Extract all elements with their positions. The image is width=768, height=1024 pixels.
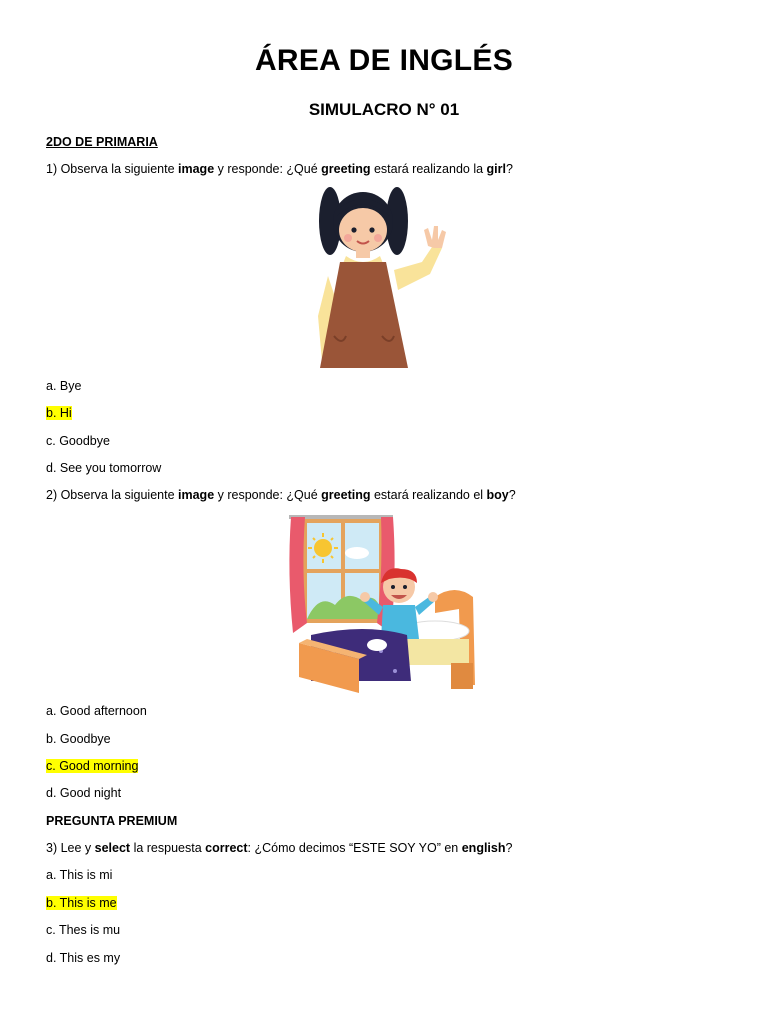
question-3-option-b[interactable] xyxy=(46,895,117,911)
question-1-text-4: ? xyxy=(505,162,513,176)
premium-question-label: PREGUNTA PREMIUM xyxy=(46,814,178,828)
question-3 xyxy=(46,840,512,856)
page-title: ÁREA DE INGLÉS xyxy=(254,44,514,77)
question-1-text-2: y responde: ¿Qué xyxy=(214,162,322,176)
question-2 xyxy=(46,487,516,503)
grade-label: 2DO DE PRIMARIA xyxy=(46,135,158,149)
question-2-text-4: ? xyxy=(508,488,516,502)
question-2-keyword-greeting: greeting xyxy=(321,488,371,502)
question-3-keyword-correct: correct xyxy=(205,841,248,855)
question-1-option-b[interactable] xyxy=(46,405,72,421)
question-1-option-b-text: b. Hi xyxy=(46,406,72,420)
question-2-keyword-image: image xyxy=(178,488,215,502)
question-1-option-d[interactable]: d. See you tomorrow xyxy=(46,461,162,475)
question-3-text-3: : ¿Cómo decimos “ESTE SOY YO” en xyxy=(247,841,462,855)
question-3-keyword-select: select xyxy=(94,841,131,855)
question-2-text-1: 2) Observa la siguiente xyxy=(46,488,179,502)
question-2-option-b[interactable]: b. Goodbye xyxy=(46,732,111,746)
question-2-option-c-text: c. Good morning xyxy=(46,759,139,773)
question-3-option-d[interactable]: d. This es my xyxy=(46,951,121,965)
question-3-option-a[interactable]: a. This is mi xyxy=(46,868,113,882)
question-1-keyword-image: image xyxy=(178,162,215,176)
question-1-option-c[interactable]: c. Goodbye xyxy=(46,434,110,448)
question-3-text-1: 3) Lee y xyxy=(46,841,95,855)
question-1-text-3: estará realizando la xyxy=(370,162,487,176)
waving-girl-illustration xyxy=(310,186,460,368)
boy-waking-up-illustration xyxy=(285,513,481,695)
question-3-text-2: la respuesta xyxy=(130,841,206,855)
question-3-option-b-text: b. This is me xyxy=(46,896,117,910)
question-1-keyword-greeting: greeting xyxy=(321,162,371,176)
question-1 xyxy=(46,161,513,177)
question-2-text-3: estará realizando el xyxy=(370,488,487,502)
question-2-text-2: y responde: ¿Qué xyxy=(214,488,322,502)
question-3-keyword-english: english xyxy=(461,841,506,855)
question-2-option-c[interactable] xyxy=(46,758,138,774)
page-subtitle: SIMULACRO N° 01 xyxy=(308,100,460,119)
question-1-keyword-girl: girl xyxy=(486,162,506,176)
question-1-text-1: 1) Observa la siguiente xyxy=(46,162,179,176)
question-2-option-d[interactable]: d. Good night xyxy=(46,786,122,800)
question-1-option-a[interactable]: a. Bye xyxy=(46,379,82,393)
question-3-option-c[interactable]: c. Thes is mu xyxy=(46,923,121,937)
question-2-option-a[interactable]: a. Good afternoon xyxy=(46,704,147,718)
question-3-text-4: ? xyxy=(505,841,513,855)
question-2-keyword-boy: boy xyxy=(486,488,509,502)
